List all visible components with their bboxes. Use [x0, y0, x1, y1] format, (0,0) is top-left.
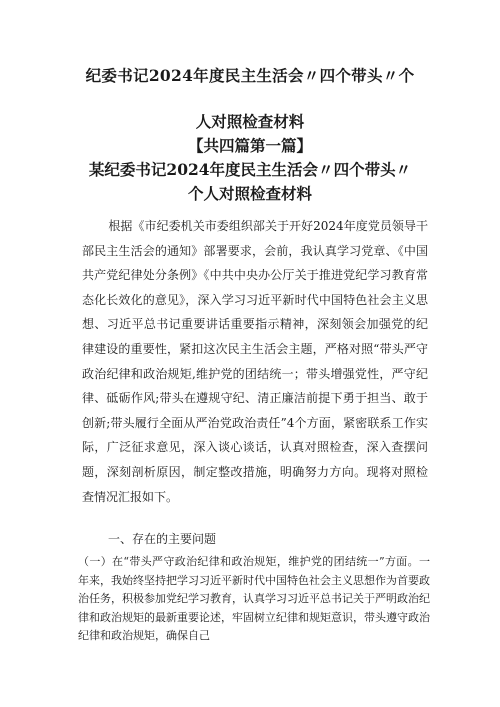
document-title-line-1: 纪委书记2024年度民主生活会〃四个带头〃个 [85, 66, 415, 85]
intro-paragraph: 根据《市纪委机关市委组织部关于开好2024年度党员领导干部民主生活会的通知》部署要求，会前，我认真学习党章、《中国共产党纪律处分条例》《中共中央办公厅关于推进党纪学习教育常态化长效化的意见》，深入学习习近平新时代中国特色社会主义思想、习近平总书记重要讲话重要指示精神，深刻领会加强党的纪律建设的重要性，紧扣这次民主生活会主题，严格对照“带头严守政治纪律和政治规矩,维护党的团结统一；带头增强党性，严守纪律、砥砺作风;带头在遵规守纪、清正廉洁前提下勇于担当、敢于创新;带头履行全面从严治党政治责任”4个方面，紧密联系工作实际，广泛征求意见，深入谈心谈话，认真对照检查，深入查摆问题，深刻剖析原因，制定整改措施，明确努力方向。现将对照检查情况汇报如下。 [82, 219, 428, 504]
document-part-label: 【共四篇第一篇】 [187, 136, 312, 155]
document-subtitle-line-1: 某纪委书记2024年度民主生活会〃四个带头〃 [88, 160, 412, 179]
section-paragraph: （一）在“带头严守政治纪律和政治规矩，维护党的团结统一”方面。一年来，我始终坚持把学习习近平新时代中国特色社会主义思想作为首要政治任务，积极参加党纪学习教育，认真学习习近平总书记关于严明政治纪律和政治规矩的最新重要论述，牢固树立纪律和规矩意识，带头遵守政治纪律和政治规矩，确保自己 [78, 555, 430, 643]
section-heading: 一、存在的主要问题 [108, 532, 217, 546]
document-title-line-2: 人对照检查材料 [195, 112, 305, 131]
document-subtitle-line-2: 个人对照检查材料 [187, 184, 312, 203]
